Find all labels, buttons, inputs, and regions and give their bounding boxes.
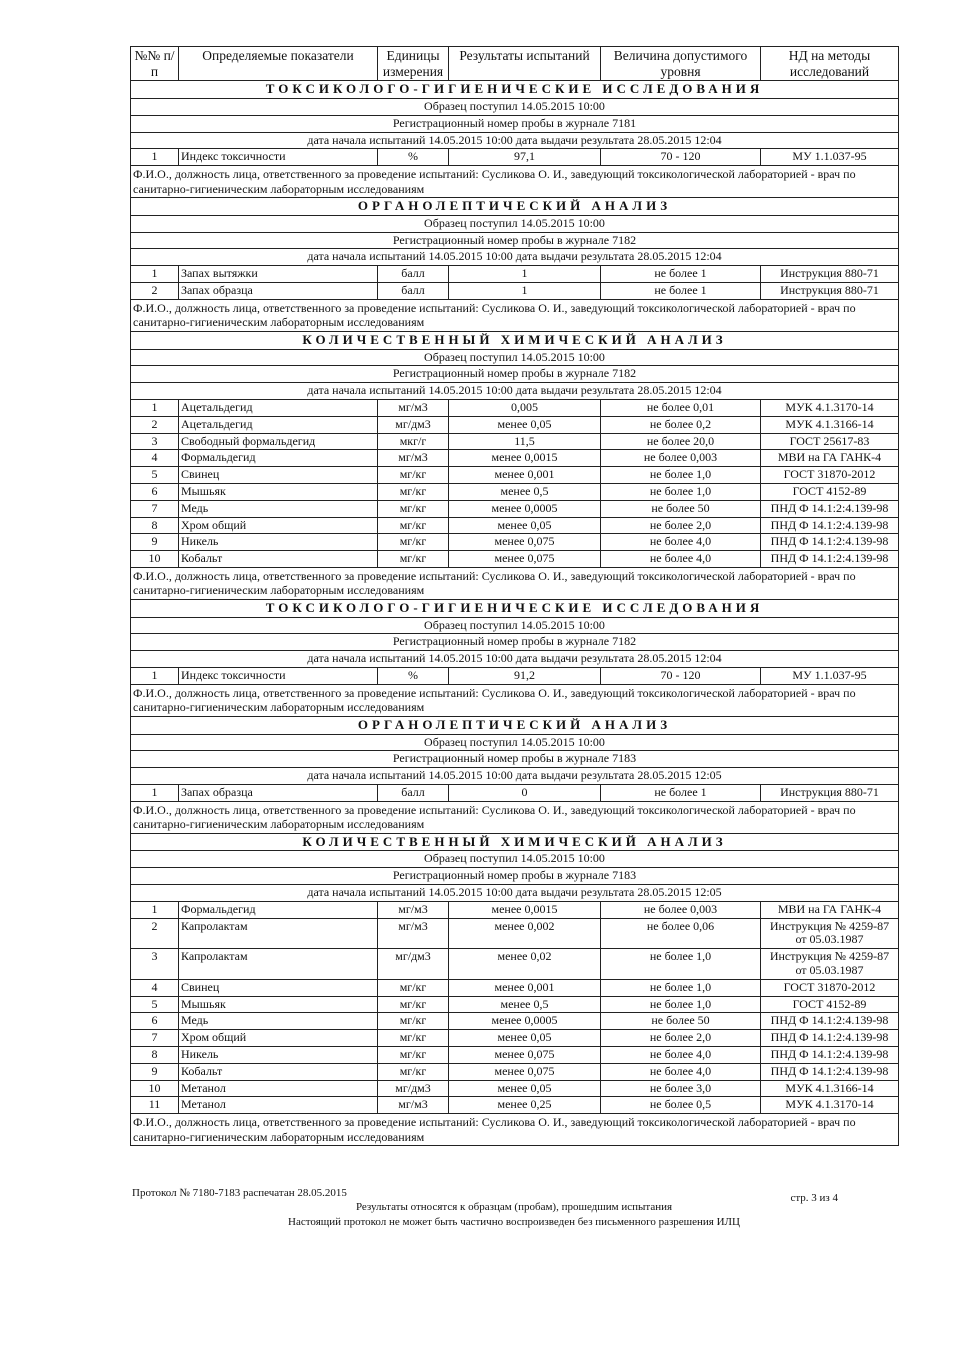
result-value: менее 0,5 [449,483,601,500]
row-number: 3 [131,433,179,450]
responsible-row [131,801,899,833]
row-number: 8 [131,1047,179,1064]
section-title: КОЛИЧЕСТВЕННЫЙ ХИМИЧЕСКИЙ АНАЛИЗ [131,833,899,851]
unit: мг/м3 [378,399,449,416]
unit: мг/м3 [378,1097,449,1114]
row-number: 7 [131,1030,179,1047]
permissible-level: не более 0,5 [601,1097,761,1114]
section-info-row [131,868,899,885]
table-row [131,996,899,1013]
responsible-row [131,166,899,198]
responsible-row [131,299,899,331]
method-reference: МУК 4.1.3166-14 [761,416,899,433]
method-reference: ГОСТ 31870-2012 [761,979,899,996]
row-number: 6 [131,483,179,500]
row-number: 10 [131,551,179,568]
indicator-name: Хром общий [179,517,378,534]
indicator-name: Индекс токсичности [179,668,378,685]
method-reference: ПНД Ф 14.1:2:4.139-98 [761,534,899,551]
section-info-line: дата начала испытаний 14.05.2015 10:00 дата выдачи результата 28.05.2015 12:05 [131,885,899,902]
method-reference: ПНД Ф 14.1:2:4.139-98 [761,1013,899,1030]
table-row [131,1030,899,1047]
unit: мг/кг [378,534,449,551]
method-reference: ПНД Ф 14.1:2:4.139-98 [761,1047,899,1064]
result-value: 91,2 [449,668,601,685]
indicator-name: Мышьяк [179,483,378,500]
unit: балл [378,266,449,283]
indicator-name: Медь [179,1013,378,1030]
section-info-row [131,98,899,115]
section-info-line: Регистрационный номер пробы в журнале 7181 [131,115,899,132]
permissible-level: не более 2,0 [601,517,761,534]
section-info-line: Регистрационный номер пробы в журнале 7183 [131,751,899,768]
method-reference: Инструкция 880-71 [761,784,899,801]
row-number: 11 [131,1097,179,1114]
table-row [131,483,899,500]
indicator-name: Запах образца [179,283,378,300]
table-row [131,1047,899,1064]
section-info-row [131,132,899,149]
section-info-row [131,349,899,366]
result-value: менее 0,075 [449,551,601,568]
responsible-row [131,567,899,599]
protocol-document [130,46,898,1146]
section-title-row [131,81,899,99]
indicator-name: Свободный формальдегид [179,433,378,450]
unit: мг/кг [378,517,449,534]
permissible-level: не более 20,0 [601,433,761,450]
section-title: ТОКСИКОЛОГО-ГИГИЕНИЧЕСКИЕ ИССЛЕДОВАНИЯ [131,81,899,99]
permissible-level: не более 1 [601,283,761,300]
unit: мг/кг [378,1047,449,1064]
header-cell-limit: Величина допустимого уровня [601,47,761,81]
permissible-level: 70 - 120 [601,149,761,166]
unit: мг/кг [378,1030,449,1047]
responsible-person: Ф.И.О., должность лица, ответственного за проведение испытаний: Сусликова О. И., заведующий токсикологической лабораторией - врач по санитарно-гигиеническим лабораторным исследованиям [131,684,899,716]
unit: балл [378,283,449,300]
table-row [131,534,899,551]
permissible-level: не более 0,2 [601,416,761,433]
row-number: 1 [131,668,179,685]
table-row [131,1013,899,1030]
responsible-person: Ф.И.О., должность лица, ответственного за проведение испытаний: Сусликова О. И., заведующий токсикологической лабораторией - врач по санитарно-гигиеническим лабораторным исследованиям [131,567,899,599]
section-title-row [131,716,899,734]
permissible-level: не более 0,01 [601,399,761,416]
section-info-row [131,249,899,266]
section-title-row [131,331,899,349]
section-info-line: дата начала испытаний 14.05.2015 10:00 дата выдачи результата 28.05.2015 12:04 [131,132,899,149]
table-row [131,949,899,980]
section-info-row [131,734,899,751]
row-number: 2 [131,283,179,300]
table-row [131,668,899,685]
section-info-line: дата начала испытаний 14.05.2015 10:00 дата выдачи результата 28.05.2015 12:04 [131,249,899,266]
method-reference: ГОСТ 31870-2012 [761,467,899,484]
row-number: 4 [131,450,179,467]
permissible-level: не более 1,0 [601,483,761,500]
section-info-line: дата начала испытаний 14.05.2015 10:00 дата выдачи результата 28.05.2015 12:05 [131,768,899,785]
permissible-level: не более 1 [601,784,761,801]
responsible-person: Ф.И.О., должность лица, ответственного за проведение испытаний: Сусликова О. И., заведующий токсикологической лабораторией - врач по санитарно-гигиеническим лабораторным исследованиям [131,299,899,331]
table-row [131,450,899,467]
result-value: менее 0,05 [449,517,601,534]
row-number: 9 [131,1063,179,1080]
indicator-name: Никель [179,1047,378,1064]
section-info-line: Регистрационный номер пробы в журнале 7182 [131,634,899,651]
unit: % [378,149,449,166]
permissible-level: не более 1,0 [601,949,761,980]
table-row [131,551,899,568]
section-info-row [131,851,899,868]
method-reference: МВИ на ГА ГАНК-4 [761,901,899,918]
section-title: ТОКСИКОЛОГО-ГИГИЕНИЧЕСКИЕ ИССЛЕДОВАНИЯ [131,599,899,617]
indicator-name: Свинец [179,467,378,484]
indicator-name: Ацетальдегид [179,416,378,433]
section-info-line: Образец поступил 14.05.2015 10:00 [131,215,899,232]
row-number: 8 [131,517,179,534]
header-cell-units: Единицы измерения [378,47,449,81]
table-row [131,283,899,300]
method-reference: ПНД Ф 14.1:2:4.139-98 [761,500,899,517]
header-cell-results: Результаты испытаний [449,47,601,81]
unit: мкг/г [378,433,449,450]
method-reference: МВИ на ГА ГАНК-4 [761,450,899,467]
row-number: 3 [131,949,179,980]
result-value: менее 0,001 [449,979,601,996]
row-number: 6 [131,1013,179,1030]
responsible-row [131,684,899,716]
permissible-level: не более 0,06 [601,918,761,949]
unit: мг/м3 [378,918,449,949]
section-info-line: Регистрационный номер пробы в журнале 7182 [131,232,899,249]
unit: мг/кг [378,500,449,517]
header-cell-method: НД на методы исследований [761,47,899,81]
method-reference: МУК 4.1.3166-14 [761,1080,899,1097]
indicator-name: Метанол [179,1080,378,1097]
table-body [131,81,899,1146]
unit: мг/м3 [378,901,449,918]
result-value: 0,005 [449,399,601,416]
table-row [131,918,899,949]
section-info-row [131,617,899,634]
section-info-row [131,232,899,249]
permissible-level: не более 4,0 [601,1047,761,1064]
row-number: 5 [131,996,179,1013]
method-reference: МУ 1.1.037-95 [761,668,899,685]
method-reference: Инструкция № 4259-87 от 05.03.1987 [761,918,899,949]
table-row [131,901,899,918]
indicator-name: Кобальт [179,1063,378,1080]
result-value: менее 0,0015 [449,450,601,467]
permissible-level: не более 0,003 [601,901,761,918]
permissible-level: не более 1,0 [601,979,761,996]
header-cell-indicator: Определяемые показатели [179,47,378,81]
result-value: менее 0,075 [449,1047,601,1064]
section-title-row [131,833,899,851]
table-row [131,979,899,996]
table-row [131,416,899,433]
permissible-level: не более 1 [601,266,761,283]
method-reference: ПНД Ф 14.1:2:4.139-98 [761,517,899,534]
unit: мг/м3 [378,450,449,467]
permissible-level: не более 4,0 [601,1063,761,1080]
result-value: 97,1 [449,149,601,166]
unit: мг/дм3 [378,416,449,433]
section-info-line: Регистрационный номер пробы в журнале 7183 [131,868,899,885]
table-row [131,149,899,166]
section-info-row [131,215,899,232]
indicator-name: Медь [179,500,378,517]
result-value: менее 0,075 [449,1063,601,1080]
result-value: менее 0,02 [449,949,601,980]
table-row [131,517,899,534]
section-info-line: Образец поступил 14.05.2015 10:00 [131,349,899,366]
row-number: 1 [131,266,179,283]
protocol-print-info: Протокол № 7180-7183 распечатан 28.05.2015 [132,1187,347,1199]
result-value: менее 0,25 [449,1097,601,1114]
page-number: стр. 3 из 4 [790,1192,838,1204]
section-info-row [131,366,899,383]
section-info-line: дата начала испытаний 14.05.2015 10:00 дата выдачи результата 28.05.2015 12:04 [131,383,899,400]
section-info-row [131,768,899,785]
table-row [131,784,899,801]
table-row [131,399,899,416]
section-title: ОРГАНОЛЕПТИЧЕСКИЙ АНАЛИЗ [131,197,899,215]
indicator-name: Индекс токсичности [179,149,378,166]
section-info-row [131,651,899,668]
permissible-level: 70 - 120 [601,668,761,685]
indicator-name: Формальдегид [179,450,378,467]
header-cell-number: №№ п/п [131,47,179,81]
section-title-row [131,197,899,215]
section-info-row [131,751,899,768]
indicator-name: Мышьяк [179,996,378,1013]
unit: мг/кг [378,996,449,1013]
section-info-line: Образец поступил 14.05.2015 10:00 [131,734,899,751]
unit: % [378,668,449,685]
permissible-level: не более 3,0 [601,1080,761,1097]
row-number: 1 [131,784,179,801]
section-title-row [131,599,899,617]
method-reference: МУК 4.1.3170-14 [761,399,899,416]
indicator-name: Кобальт [179,551,378,568]
indicator-name: Капролактам [179,918,378,949]
table-row [131,433,899,450]
indicator-name: Запах образца [179,784,378,801]
indicator-name: Запах вытяжки [179,266,378,283]
footer-notes [130,1200,898,1230]
row-number: 1 [131,901,179,918]
unit: мг/кг [378,467,449,484]
table-header-row [131,47,899,81]
results-table [130,46,899,1146]
unit: мг/дм3 [378,1080,449,1097]
permissible-level: не более 1,0 [601,996,761,1013]
unit: мг/кг [378,1063,449,1080]
unit: мг/кг [378,1013,449,1030]
result-value: менее 0,0015 [449,901,601,918]
method-reference: Инструкция № 4259-87 от 05.03.1987 [761,949,899,980]
method-reference: ГОСТ 4152-89 [761,996,899,1013]
section-info-row [131,115,899,132]
table-row [131,500,899,517]
unit: балл [378,784,449,801]
result-value: 1 [449,283,601,300]
table-row [131,266,899,283]
indicator-name: Метанол [179,1097,378,1114]
result-value: 1 [449,266,601,283]
row-number: 1 [131,399,179,416]
row-number: 1 [131,149,179,166]
indicator-name: Капролактам [179,949,378,980]
table-row [131,1063,899,1080]
indicator-name: Формальдегид [179,901,378,918]
row-number: 5 [131,467,179,484]
section-info-line: Образец поступил 14.05.2015 10:00 [131,98,899,115]
result-value: менее 0,05 [449,1080,601,1097]
result-value: менее 0,0005 [449,1013,601,1030]
indicator-name: Никель [179,534,378,551]
row-number: 4 [131,979,179,996]
result-value: менее 0,5 [449,996,601,1013]
result-value: 11,5 [449,433,601,450]
indicator-name: Хром общий [179,1030,378,1047]
permissible-level: не более 2,0 [601,1030,761,1047]
method-reference: МУ 1.1.037-95 [761,149,899,166]
permissible-level: не более 50 [601,500,761,517]
section-info-row [131,885,899,902]
section-title: КОЛИЧЕСТВЕННЫЙ ХИМИЧЕСКИЙ АНАЛИЗ [131,331,899,349]
responsible-row [131,1114,899,1146]
result-value: менее 0,05 [449,416,601,433]
unit: мг/кг [378,979,449,996]
result-value: менее 0,001 [449,467,601,484]
method-reference: ПНД Ф 14.1:2:4.139-98 [761,551,899,568]
row-number: 2 [131,918,179,949]
method-reference: МУК 4.1.3170-14 [761,1097,899,1114]
result-value: менее 0,075 [449,534,601,551]
unit: мг/дм3 [378,949,449,980]
footer-note-results: Результаты относятся к образцам (пробам), прошедшим испытания [355,1201,673,1213]
method-reference: ГОСТ 4152-89 [761,483,899,500]
result-value: менее 0,05 [449,1030,601,1047]
indicator-name: Ацетальдегид [179,399,378,416]
responsible-person: Ф.И.О., должность лица, ответственного за проведение испытаний: Сусликова О. И., заведующий токсикологической лабораторией - врач по санитарно-гигиеническим лабораторным исследованиям [131,801,899,833]
method-reference: Инструкция 880-71 [761,283,899,300]
permissible-level: не более 50 [601,1013,761,1030]
section-title: ОРГАНОЛЕПТИЧЕСКИЙ АНАЛИЗ [131,716,899,734]
method-reference: ПНД Ф 14.1:2:4.139-98 [761,1063,899,1080]
row-number: 10 [131,1080,179,1097]
section-info-line: Образец поступил 14.05.2015 10:00 [131,617,899,634]
permissible-level: не более 4,0 [601,551,761,568]
section-info-line: Образец поступил 14.05.2015 10:00 [131,851,899,868]
method-reference: ГОСТ 25617-83 [761,433,899,450]
permissible-level: не более 1,0 [601,467,761,484]
section-info-line: дата начала испытаний 14.05.2015 10:00 дата выдачи результата 28.05.2015 12:04 [131,651,899,668]
result-value: менее 0,0005 [449,500,601,517]
responsible-person: Ф.И.О., должность лица, ответственного за проведение испытаний: Сусликова О. И., заведующий токсикологической лабораторией - врач по санитарно-гигиеническим лабораторным исследованиям [131,166,899,198]
unit: мг/кг [378,483,449,500]
table-row [131,1080,899,1097]
row-number: 7 [131,500,179,517]
section-info-row [131,634,899,651]
section-info-line: Регистрационный номер пробы в журнале 7182 [131,366,899,383]
section-info-row [131,383,899,400]
permissible-level: не более 0,003 [601,450,761,467]
footer-note-reproduction: Настоящий протокол не может быть частично воспроизведен без письменного разрешения ИЛЦ [288,1215,740,1228]
table-row [131,1097,899,1114]
result-value: менее 0,002 [449,918,601,949]
method-reference: Инструкция 880-71 [761,266,899,283]
unit: мг/кг [378,551,449,568]
row-number: 9 [131,534,179,551]
row-number: 2 [131,416,179,433]
table-row [131,467,899,484]
permissible-level: не более 4,0 [601,534,761,551]
indicator-name: Свинец [179,979,378,996]
responsible-person: Ф.И.О., должность лица, ответственного за проведение испытаний: Сусликова О. И., заведующий токсикологической лабораторией - врач по санитарно-гигиеническим лабораторным исследованиям [131,1114,899,1146]
method-reference: ПНД Ф 14.1:2:4.139-98 [761,1030,899,1047]
result-value: 0 [449,784,601,801]
